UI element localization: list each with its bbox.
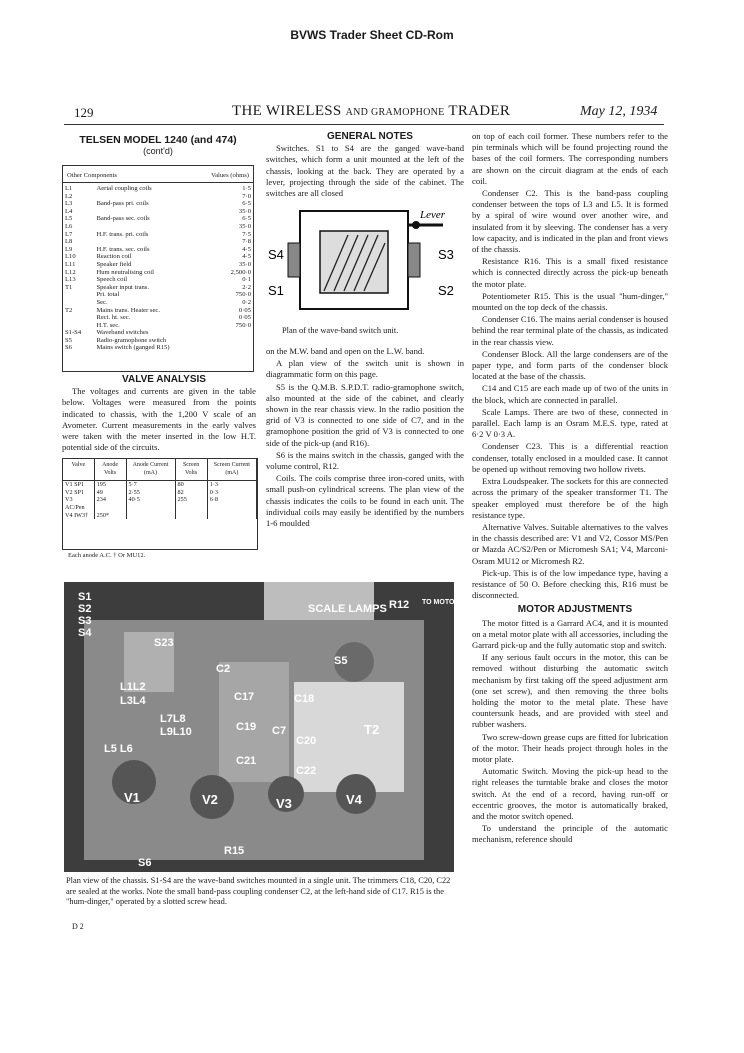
component-value: 750·0 — [235, 321, 251, 329]
component-row — [63, 253, 253, 261]
condenser-block-paragraph: Condenser Block. All the large condensers are of the paper type, and form parts of the condenser block located at the base of the chassis. — [472, 348, 668, 382]
valve-row — [63, 481, 257, 489]
component-value: 6·5 — [242, 200, 251, 208]
valve-cell: 1·3 — [207, 481, 256, 489]
component-value: 7·5 — [242, 230, 251, 238]
component-row — [63, 208, 253, 216]
component-desc: Reaction coil — [96, 253, 132, 261]
component-ref: L1 — [65, 185, 73, 192]
valve-cell: 234 — [94, 496, 126, 511]
component-desc: Speaker input trans. — [96, 283, 150, 291]
component-desc: Speaker field — [96, 260, 132, 268]
component-row — [63, 291, 253, 299]
photo-label-c22: C22 — [296, 765, 317, 777]
chassis-photo-caption: Plan view of the chassis. S1-S4 are the wave-band switches mounted in a single unit. The trimmers C18, C20, C22 are sealed at the works. Note the small band-pass coupling condenser C2, at the left-hand side of C17. R15 is the "hum-dinger," operated by a slotted screw head. — [66, 876, 451, 907]
component-row — [63, 276, 253, 284]
masthead-gramophone: AND GRAMOPHONE — [345, 107, 445, 118]
valve-column-header: Anode Volts — [94, 459, 126, 481]
component-ref: L5 — [65, 215, 73, 223]
component-row — [63, 329, 253, 337]
valve-row — [63, 496, 257, 511]
component-desc: Band-pass sec. coils — [96, 215, 150, 223]
photo-label-s3: S3 — [78, 615, 92, 627]
component-desc — [94, 193, 214, 201]
component-row — [63, 193, 253, 201]
valve-cell — [207, 512, 256, 520]
issue-date: May 12, 1934 — [580, 104, 658, 119]
model-title: TELSEN MODEL 1240 (and 474) — [79, 134, 237, 146]
component-row — [63, 185, 253, 193]
masthead-trader: TRADER — [448, 103, 511, 119]
component-row — [63, 314, 253, 322]
scale-lamps-paragraph: Scale Lamps. There are two of these, connected in parallel. Each lamp is an Osram M.E.S. type, rated at 6·2 V 0·3 A. — [472, 406, 668, 440]
valve-cell: 5·7 — [126, 481, 175, 489]
component-desc: H.T. sec. — [96, 321, 120, 329]
component-ref: L9 — [65, 245, 73, 253]
component-desc: Waveband switches — [96, 329, 149, 337]
component-desc: Speech coil — [96, 276, 128, 284]
photo-label-s2: S2 — [78, 603, 92, 615]
coils-paragraph: Coils. The coils comprise three iron-cored units, with small push-on cylindrical screens. The plan view of the chassis indicates the coils to be found in each unit. The individual coils may easily be identified by the numbers 1-6 moulded — [266, 473, 464, 529]
photo-label-l3l4: L3L4 — [120, 695, 146, 707]
photo-label-v3: V3 — [276, 796, 292, 811]
valve-cell: 2·55 — [126, 489, 175, 497]
switch-body — [320, 231, 388, 293]
component-value — [215, 337, 253, 345]
valve-cell: 0·3 — [207, 489, 256, 497]
valve-cell: 250* — [94, 512, 126, 520]
valve-cell: V3 AC/Pen — [63, 496, 94, 511]
component-ref: L11 — [65, 260, 76, 268]
photo-label-r12: R12 — [389, 599, 410, 611]
valve-analysis-text: The voltages and currents are given in the table below. Voltages were measured from the points indicated to chassis, with the 1,200 V scale of an Avometer. Current measurements in the early valves were taken with the meter inserted in the low H.T. potential side of the circuits. — [62, 386, 256, 453]
valve-cell: 255 — [175, 496, 207, 511]
photo-label-t2: T2 — [364, 722, 380, 737]
valve-column-header: Screen Volts — [175, 459, 207, 481]
component-desc: Sec. — [96, 298, 108, 306]
component-value — [215, 344, 253, 352]
component-value: 7·0 — [242, 192, 251, 200]
component-row — [63, 246, 253, 254]
component-desc: H.F. trans. pri. coils — [96, 230, 149, 238]
general-notes-continued — [266, 346, 464, 530]
component-row — [63, 200, 253, 208]
component-value: 35·0 — [238, 222, 251, 230]
component-value: 2·2 — [242, 283, 251, 291]
potentiometer-r15-paragraph: Potentiometer R15. This is the usual "hum-dinger," mounted on the top deck of the chassis. — [472, 290, 668, 313]
photo-label-c17: C17 — [234, 691, 255, 703]
valve-cell: 80 — [175, 481, 207, 489]
component-row — [63, 223, 253, 231]
component-row — [63, 337, 253, 345]
photo-label-l9l10: L9L10 — [160, 726, 192, 738]
valve-cell: 82 — [175, 489, 207, 497]
component-value: 35·0 — [238, 207, 251, 215]
component-desc: Hum neutralising coil — [96, 268, 154, 276]
label-lever: Lever — [420, 209, 446, 221]
component-ref: L8 — [65, 238, 73, 246]
component-value: 0·05 — [238, 314, 251, 322]
component-row — [63, 231, 253, 239]
photo-label-to-motor: TO MOTOR — [422, 599, 460, 606]
components-table — [62, 165, 254, 372]
component-ref: L2 — [65, 192, 73, 200]
condenser-c16-paragraph: Condenser C16. The mains aerial condenser is housed behind the rear terminal plate of the chassis, as indicated in the rear chassis view. — [472, 314, 668, 347]
component-value: 1·5 — [242, 185, 251, 192]
valve-table — [62, 458, 258, 550]
component-row — [63, 215, 253, 223]
photo-label-c2: C2 — [216, 663, 231, 675]
lever-pivot — [412, 221, 420, 229]
valve-row — [63, 489, 257, 497]
components-header-left: Other Components — [67, 172, 117, 179]
component-value: 750·0 — [235, 291, 251, 299]
components-header-right: Values (ohms) — [211, 172, 249, 179]
component-desc — [94, 223, 214, 231]
valve-cell — [175, 512, 207, 520]
general-notes-heading: GENERAL NOTES — [327, 131, 413, 142]
component-value: 6·5 — [242, 215, 251, 223]
components-list — [63, 185, 253, 352]
component-desc — [94, 208, 214, 216]
automatic-switch-paragraph: Automatic Switch. Moving the pick-up head to the right releases the turntable brake and closes the motor switch. At the end of a record, having run-off or eccentric grooves, the motor is automatically braked, and the motor switch opened. — [472, 766, 668, 821]
photo-label-l7l8: L7L8 — [160, 713, 186, 725]
component-value: 7·8 — [242, 238, 251, 246]
column-three — [472, 131, 668, 847]
component-row — [63, 322, 253, 330]
component-ref — [63, 299, 94, 307]
component-desc: Rect. ht. sec. — [96, 314, 131, 322]
photo-label-c18: C18 — [294, 693, 315, 705]
masthead — [232, 103, 510, 120]
valve-cell: V4 IW3† — [63, 512, 94, 520]
valve-cell: 6·8 — [207, 496, 256, 511]
photo-label-c21: C21 — [236, 755, 257, 767]
photo-label-s4: S4 — [78, 627, 92, 639]
masthead-wireless: THE WIRELESS — [232, 103, 342, 119]
grease-cups-paragraph: Two screw-down grease cups are fitted for lubrication of the motor. Their heads project through holes in the motor plate. — [472, 731, 668, 764]
switch-contacts-left — [288, 243, 300, 277]
photo-label-l1l2: L1L2 — [120, 681, 146, 693]
component-row — [63, 344, 253, 352]
component-value: 35·0 — [238, 260, 251, 268]
component-value: 4·5 — [242, 253, 251, 261]
photo-label-scale-lamps: SCALE LAMPS — [308, 603, 387, 615]
component-row — [63, 238, 253, 246]
component-ref — [63, 314, 94, 322]
component-value — [215, 329, 253, 337]
plan-view-paragraph: A plan view of the switch unit is shown in diagrammatic form on this page. — [266, 358, 464, 380]
switch-diagram-caption: Plan of the wave-band switch unit. — [282, 326, 399, 335]
band-paragraph: on the M.W. band and open on the L.W. band. — [266, 346, 425, 356]
component-desc: Band-pass pri. coils — [96, 200, 149, 208]
component-ref: L12 — [65, 268, 76, 276]
component-row — [63, 269, 253, 277]
component-row — [63, 261, 253, 269]
component-ref — [63, 291, 94, 299]
component-desc: Mains switch (ganged R15) — [96, 344, 170, 352]
component-value: 0·05 — [238, 306, 251, 314]
component-value: 0·1 — [242, 276, 251, 284]
cd-rom-banner: BVWS Trader Sheet CD-Rom — [290, 28, 454, 42]
component-value: 2,500·0 — [230, 268, 251, 276]
valve-cell: 49 — [94, 489, 126, 497]
photo-label-c19: C19 — [236, 721, 257, 733]
motor-adjustments-heading: MOTOR ADJUSTMENTS — [517, 604, 633, 616]
photo-label-s1: S1 — [78, 591, 92, 603]
resistance-r16-paragraph: Resistance R16. This is a small fixed resistance which is connected directly across the pick-up beneath the motor plate. — [472, 256, 668, 289]
component-row — [63, 307, 253, 315]
valve-row — [63, 512, 257, 520]
photo-label-r15: R15 — [224, 845, 245, 857]
s6-paragraph: S6 is the mains switch in the chassis, ganged with the volume control, R12. — [266, 449, 464, 472]
valve-column-header: Screen Current (mA) — [207, 459, 256, 481]
switch-contacts-right — [408, 243, 420, 277]
component-ref: L10 — [65, 253, 76, 261]
page-number: 129 — [74, 105, 94, 120]
component-desc: Aerial coupling coils — [96, 185, 152, 192]
valve-analysis-section — [62, 374, 256, 454]
alternative-valves-paragraph: Alternative Valves. Suitable alternatives to the valves in the chassis described are: V1 and V2, Cossor MS/Pen or Mazda AC/S2/Pen or Micromesh SA1; V4, Marconi-Osram MU12 or Micromesh R2. — [472, 521, 668, 566]
component-desc — [94, 238, 214, 246]
photo-label-l5l6: L5 L6 — [104, 743, 133, 755]
component-desc: H.F. trans. sec. coils — [96, 245, 150, 253]
component-ref: L3 — [65, 200, 73, 208]
component-desc: Mains trans. Heater sec. — [96, 306, 160, 314]
photo-label-c20: C20 — [296, 735, 317, 747]
s5-paragraph: S5 is the Q.M.B. S.P.D.T. radio-gramophone switch, also mounted at the side of the cabinet, and clearly shown in the rear chassis view. In the radio position the grid of V3 is connected to one side of C7, and in the gramophone position the grid of V3 is connected to one side of the pick-up (and R16). — [266, 381, 464, 448]
label-s3: S3 — [438, 247, 454, 262]
photo-label-s23: S23 — [154, 637, 174, 649]
mechanism-paragraph: To understand the principle of the automatic mechanism, reference should — [472, 823, 668, 845]
valve-cell: V2 SP1 — [63, 489, 94, 497]
valve-column-header: Valve — [63, 459, 94, 481]
component-desc: Pri. total — [96, 291, 120, 299]
model-title-block — [62, 134, 254, 156]
c14-c15-paragraph: C14 and C15 are each made up of two of the units in the block, which are connected in parallel. — [472, 383, 668, 405]
component-row — [63, 299, 253, 307]
component-row — [63, 284, 253, 292]
photo-label-v4: V4 — [346, 792, 362, 807]
valve-cell — [126, 512, 175, 520]
component-value: 4·5 — [242, 245, 251, 253]
valve-table-note: Each anode A.C. † Or MU12. — [68, 552, 146, 559]
label-s4: S4 — [268, 247, 284, 262]
switches-paragraph: Switches. S1 to S4 are the ganged wave-band switches, which form a unit mounted at the left of the chassis, looking at the back. They are operated by a lever, projecting through the side of the cabinet. The switches are all closed — [266, 143, 464, 199]
motor-fault-paragraph: If any serious fault occurs in the motor, this can be removed without disturbing the automatic switch mechanism by first taking off the speed adjustment arm (one set screw), and then removing the three bolts holding the motor to the metal plate. These have countersunk heads, and are provided with steel and rubber washers. — [472, 652, 668, 730]
condenser-c23-paragraph: Condenser C23. This is a differential reaction condenser, totally enclosed in a moulded case. It cannot be opened up without removing two hollow rivets. — [472, 441, 668, 474]
photo-label-c7: C7 — [272, 725, 287, 737]
valve-analysis-heading: VALVE ANALYSIS — [122, 374, 206, 385]
wave-band-switch-diagram — [268, 203, 468, 323]
valve-cell: 40·5 — [126, 496, 175, 511]
valve-column-header: Anode Current (mA) — [126, 459, 175, 481]
component-ref: L4 — [65, 207, 73, 215]
chassis-photo-art — [64, 582, 460, 872]
component-ref — [63, 322, 94, 330]
component-ref: L7 — [65, 230, 73, 238]
chassis-photo — [64, 582, 460, 872]
valve-cell: V1 SP1 — [63, 481, 94, 489]
photo-label-v1: V1 — [124, 790, 140, 805]
component-ref: L13 — [65, 276, 76, 284]
coil-numbers-paragraph: on top of each coil former. These numbers refer to the pin terminals which will be found projecting round the bases of the coil formers. The corresponding numbers are shown on the circuit diagram at the ends of each coil. — [472, 131, 668, 186]
condenser-c2-paragraph: Condenser C2. This is the band-pass coupling condenser between the tops of L3 and L5. It is formed by a spiral of wire wound over another wire, and insulated from it by sleeving. The condenser has a very low capacity, and is indicated in the plan and front views of the chassis. — [472, 188, 668, 255]
component-ref: T2 — [65, 306, 73, 314]
footer-mark: D 2 — [72, 922, 84, 931]
component-ref: S5 — [65, 336, 72, 344]
label-s2: S2 — [438, 283, 454, 298]
label-s1: S1 — [268, 283, 284, 298]
component-ref: S6 — [65, 344, 72, 352]
general-notes-top — [266, 131, 464, 200]
component-value: 0·2 — [242, 298, 251, 306]
header-rule — [64, 124, 664, 125]
components-table-header — [63, 166, 253, 183]
component-ref: L6 — [65, 222, 73, 230]
photo-label-s5: S5 — [334, 655, 348, 667]
component-desc: Radio-gramophone switch — [96, 336, 167, 344]
component-ref: T1 — [65, 283, 73, 291]
extra-loudspeaker-paragraph: Extra Loudspeaker. The sockets for this are connected across the primary of the speaker transformer T1. The speaker employed must therefore be of the high resistance type. — [472, 476, 668, 520]
photo-label-v2: V2 — [202, 792, 218, 807]
model-subtitle: (cont'd) — [143, 146, 173, 156]
motor-paragraph: The motor fitted is a Garrard AC4, and it is mounted on a metal motor plate with all accessories, including the Garrard pick-up and the fully automatic stop and switch. — [472, 617, 668, 650]
valve-cell: 195 — [94, 481, 126, 489]
pick-up-paragraph: Pick-up. This is of the low impedance type, having a resistance of 50 O. Before checking this, R16 must be disconnected. — [472, 567, 668, 601]
component-ref: S1-S4 — [65, 329, 82, 337]
photo-label-s6: S6 — [138, 857, 152, 869]
